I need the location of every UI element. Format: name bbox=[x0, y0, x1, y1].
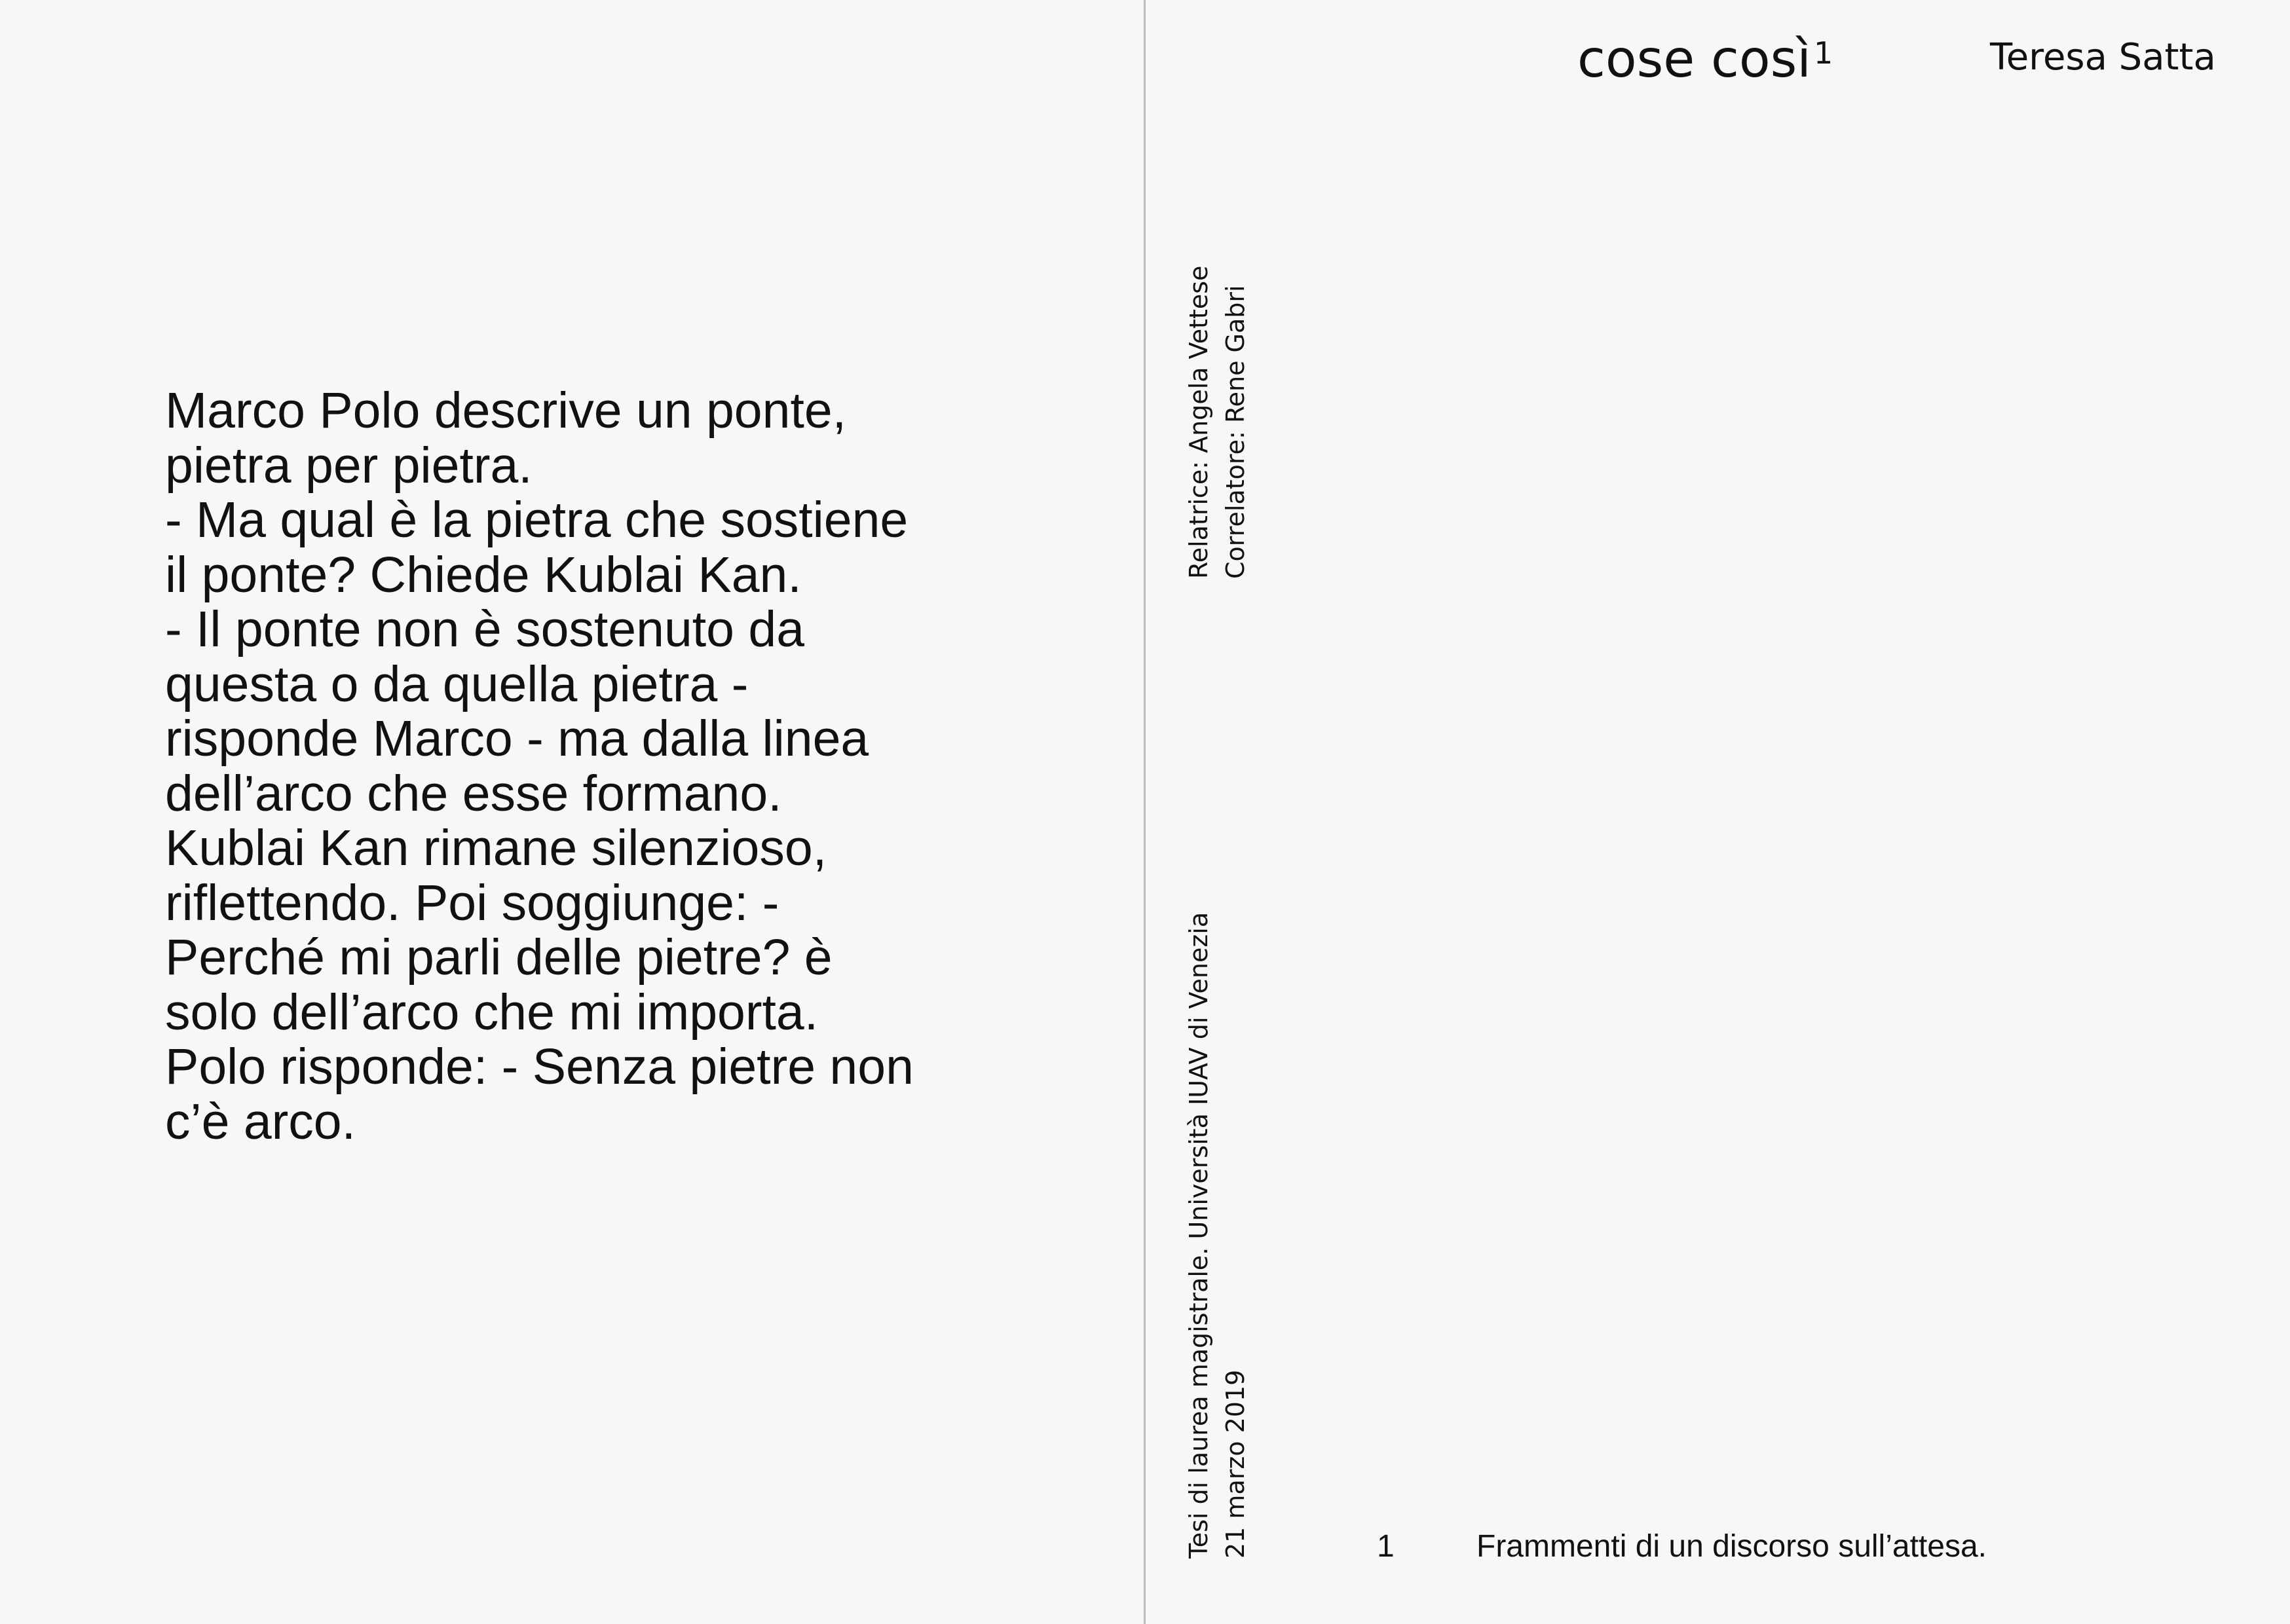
quote-line: - Il ponte non è sostenuto da bbox=[165, 601, 805, 657]
quote-line: Kublai Kan rimane silenzioso, bbox=[165, 820, 827, 876]
footnote-text: Frammenti di un discorso sull’attesa. bbox=[1476, 1529, 1987, 1564]
footnote-number: 1 bbox=[1377, 1529, 1395, 1564]
quote-line: il ponte? Chiede Kublai Kan. bbox=[165, 546, 802, 603]
thesis-info-block bbox=[1180, 912, 1254, 1559]
relatrice-line: Relatrice: Angela Vettese bbox=[1184, 265, 1213, 579]
book-title bbox=[1577, 30, 1833, 89]
quote-line: Marco Polo descrive un ponte, bbox=[165, 382, 847, 439]
quote-line: c’è arco. bbox=[165, 1093, 356, 1150]
quote-line: questa o da quella pietra - bbox=[165, 655, 749, 712]
thesis-line: Tesi di laurea magistrale. Università IUAV di Venezia bbox=[1184, 912, 1213, 1559]
quote-line: riflettendo. Poi soggiunge: - bbox=[165, 874, 779, 931]
quote-line: solo dell’arco che mi importa. bbox=[165, 984, 819, 1041]
quote-line: dell’arco che esse formano. bbox=[165, 765, 782, 822]
quote-line: risponde Marco - ma dalla linea bbox=[165, 710, 869, 767]
quote-line: - Ma qual è la pietra che sostiene bbox=[165, 492, 909, 548]
thesis-date: 21 marzo 2019 bbox=[1221, 1369, 1250, 1559]
quote-line: Polo risponde: - Senza pietre non bbox=[165, 1039, 914, 1095]
supervisors-block bbox=[1180, 266, 1254, 579]
footnote-marker: 1 bbox=[1813, 35, 1833, 71]
quote-line: pietra per pietra. bbox=[165, 437, 533, 494]
quote-line: Perché mi parli delle pietre? è bbox=[165, 929, 833, 986]
right-page bbox=[1145, 0, 2290, 1624]
book-title-text: cose così bbox=[1577, 30, 1811, 89]
correlatore-line: Correlatore: Rene Gabri bbox=[1221, 285, 1250, 579]
quote-text bbox=[165, 384, 1017, 1149]
author-name: Teresa Satta bbox=[1990, 36, 2216, 79]
